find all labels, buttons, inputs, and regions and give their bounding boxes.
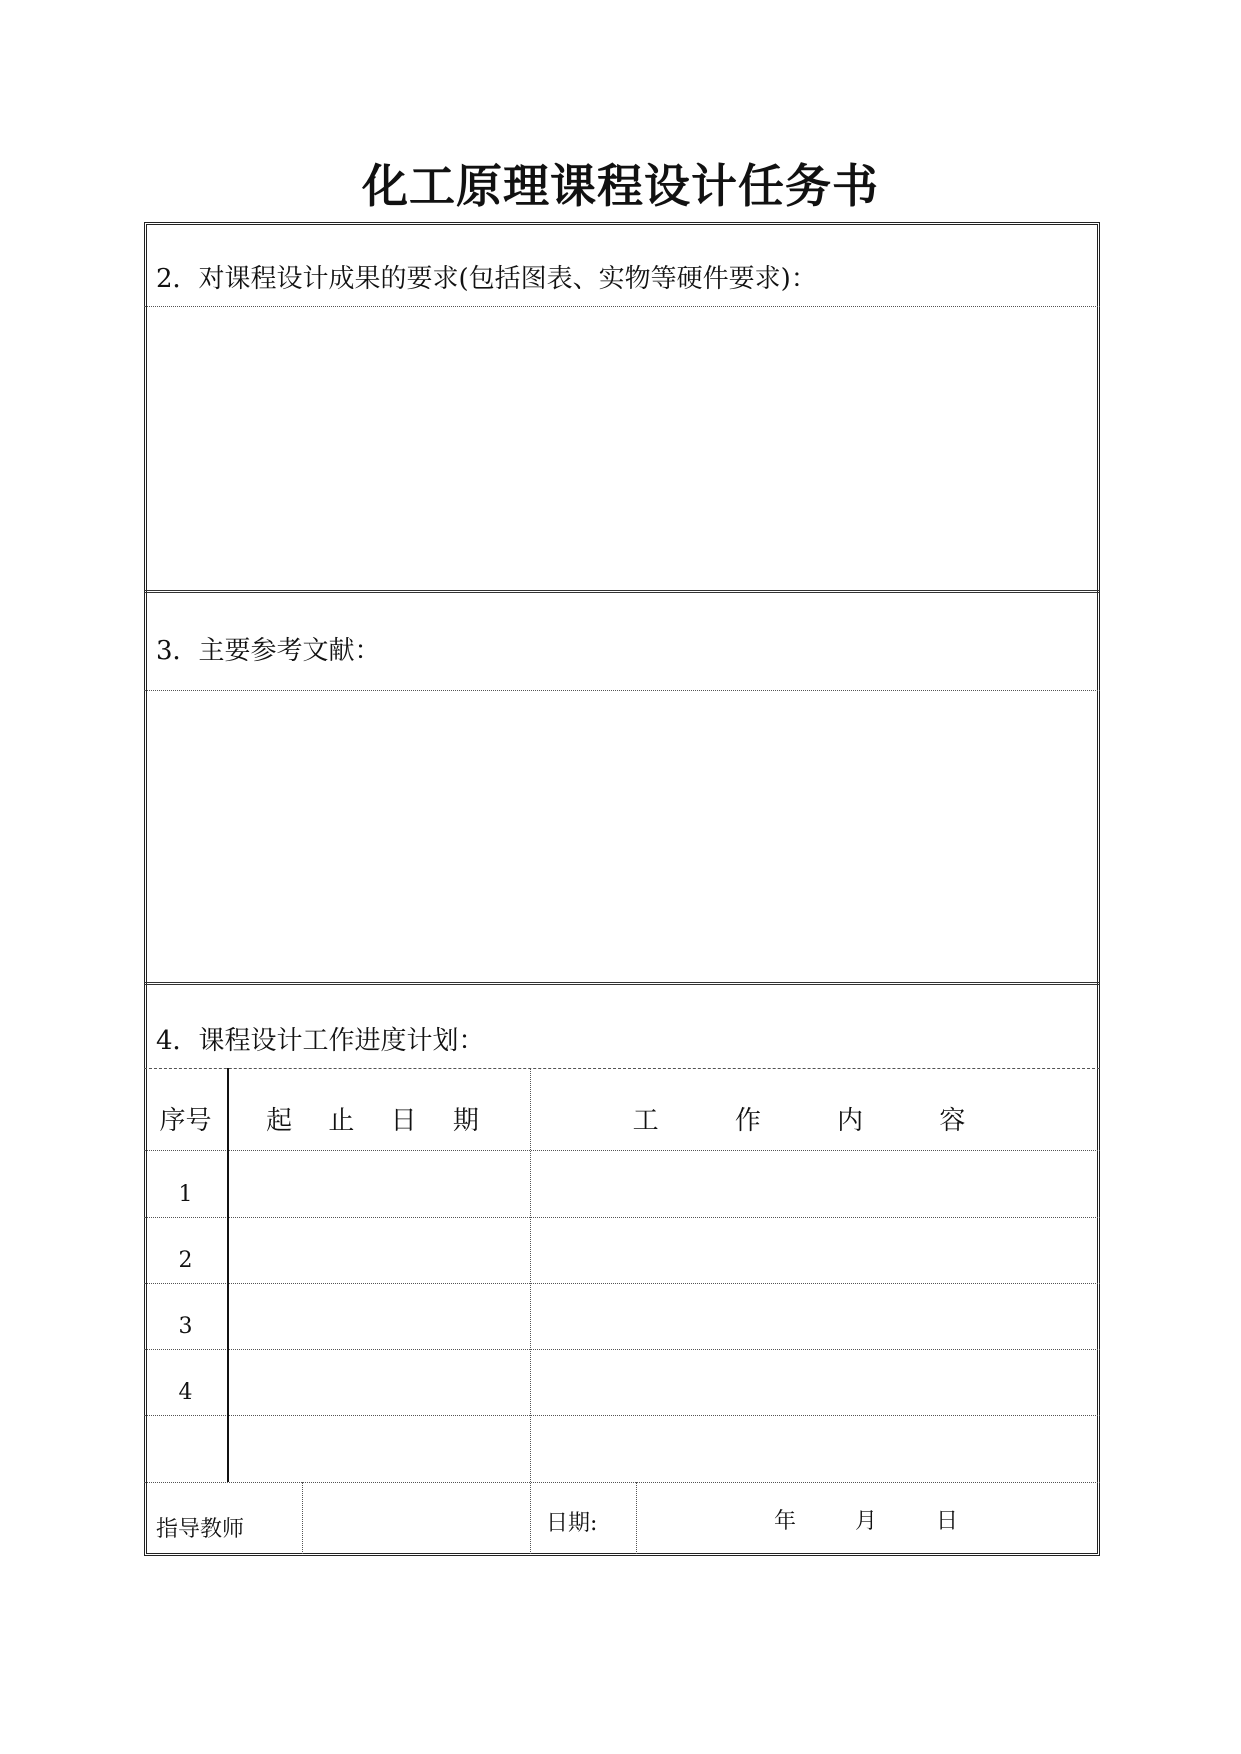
table-row-divider — [144, 1482, 1100, 1483]
year-label: 年 — [774, 1509, 797, 1534]
row-number: 3 — [178, 1314, 193, 1339]
header-dates: 起 止 日 期 — [266, 1106, 493, 1136]
month-label: 月 — [855, 1509, 878, 1534]
advisor-label: 指导教师 — [156, 1517, 245, 1542]
date-label: 日期: — [546, 1511, 598, 1536]
section-2-end-rule — [144, 590, 1100, 593]
section-3-heading: 3．主要参考文献： — [156, 636, 381, 666]
table-row-divider — [144, 1283, 1100, 1284]
table-row-divider — [144, 1150, 1100, 1151]
section-2-heading: 2．对课程设计成果的要求(包括图表、实物等硬件要求)： — [156, 264, 817, 294]
page-title: 化工原理课程设计任务书 — [362, 159, 879, 213]
section-4-heading: 4．课程设计工作进度计划： — [156, 1026, 485, 1056]
row-number: 1 — [178, 1182, 193, 1207]
day-label: 日 — [936, 1509, 959, 1534]
advisor-column-rule — [302, 1482, 303, 1554]
section-3-end-rule — [144, 982, 1100, 985]
header-content: 工 作 内 容 — [632, 1106, 1000, 1136]
header-seq: 序号 — [159, 1106, 212, 1136]
date-label-column-rule — [636, 1482, 637, 1554]
section-2-divider — [144, 306, 1100, 307]
row-number: 2 — [178, 1248, 193, 1273]
section-4-divider — [144, 1068, 1100, 1069]
section-3-divider — [144, 690, 1100, 691]
date-fields — [774, 1504, 1010, 1535]
table-row-divider — [144, 1217, 1100, 1218]
table-row-divider — [144, 1415, 1100, 1416]
dates-column-rule — [530, 1068, 531, 1554]
form-frame — [144, 222, 1100, 1556]
row-number: 4 — [178, 1380, 193, 1405]
table-row-divider — [144, 1349, 1100, 1350]
